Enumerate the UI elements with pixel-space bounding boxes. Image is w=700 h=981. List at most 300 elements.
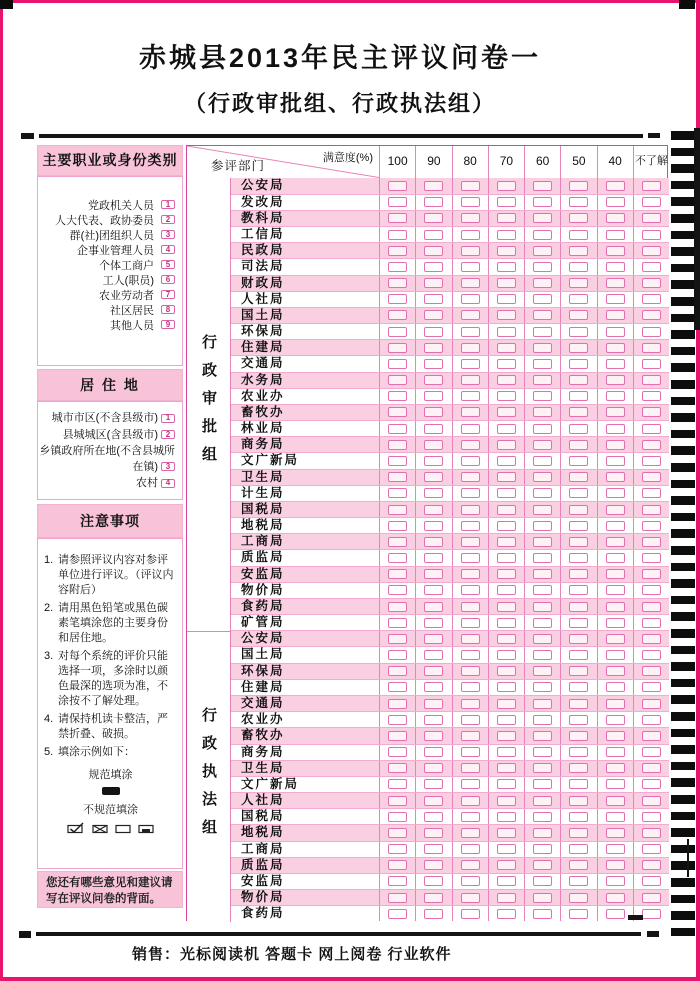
- answer-bubble[interactable]: [533, 634, 552, 644]
- answer-bubble[interactable]: [388, 407, 407, 417]
- answer-bubble[interactable]: [497, 391, 516, 401]
- answer-bubble[interactable]: [642, 472, 661, 482]
- answer-bubble[interactable]: [388, 634, 407, 644]
- answer-bubble[interactable]: [642, 699, 661, 709]
- option-bubble[interactable]: 2: [161, 430, 175, 439]
- answer-bubble[interactable]: [497, 343, 516, 353]
- answer-bubble[interactable]: [569, 666, 588, 676]
- answer-bubble[interactable]: [569, 699, 588, 709]
- answer-bubble[interactable]: [461, 197, 480, 207]
- answer-bubble[interactable]: [388, 391, 407, 401]
- answer-bubble[interactable]: [461, 327, 480, 337]
- answer-bubble[interactable]: [642, 715, 661, 725]
- answer-bubble[interactable]: [497, 197, 516, 207]
- answer-bubble[interactable]: [606, 763, 625, 773]
- answer-bubble[interactable]: [424, 618, 443, 628]
- answer-bubble[interactable]: [606, 909, 625, 919]
- answer-bubble[interactable]: [606, 521, 625, 531]
- answer-bubble[interactable]: [533, 618, 552, 628]
- answer-bubble[interactable]: [642, 650, 661, 660]
- answer-bubble[interactable]: [533, 327, 552, 337]
- answer-bubble[interactable]: [606, 181, 625, 191]
- answer-bubble[interactable]: [388, 472, 407, 482]
- answer-bubble[interactable]: [461, 731, 480, 741]
- option-bubble[interactable]: 7: [161, 290, 175, 299]
- answer-bubble[interactable]: [497, 246, 516, 256]
- answer-bubble[interactable]: [388, 278, 407, 288]
- answer-bubble[interactable]: [642, 747, 661, 757]
- answer-bubble[interactable]: [533, 699, 552, 709]
- answer-bubble[interactable]: [569, 472, 588, 482]
- answer-bubble[interactable]: [606, 505, 625, 515]
- answer-bubble[interactable]: [642, 893, 661, 903]
- answer-bubble[interactable]: [497, 812, 516, 822]
- answer-bubble[interactable]: [461, 634, 480, 644]
- answer-bubble[interactable]: [388, 602, 407, 612]
- answer-bubble[interactable]: [388, 375, 407, 385]
- answer-bubble[interactable]: [424, 278, 443, 288]
- answer-bubble[interactable]: [569, 537, 588, 547]
- answer-bubble[interactable]: [533, 278, 552, 288]
- answer-bubble[interactable]: [388, 618, 407, 628]
- answer-bubble[interactable]: [424, 488, 443, 498]
- answer-bubble[interactable]: [642, 569, 661, 579]
- answer-bubble[interactable]: [569, 779, 588, 789]
- answer-bubble[interactable]: [569, 876, 588, 886]
- answer-bubble[interactable]: [388, 844, 407, 854]
- answer-bubble[interactable]: [461, 472, 480, 482]
- answer-bubble[interactable]: [388, 876, 407, 886]
- answer-bubble[interactable]: [388, 699, 407, 709]
- answer-bubble[interactable]: [424, 682, 443, 692]
- answer-bubble[interactable]: [569, 262, 588, 272]
- answer-bubble[interactable]: [569, 391, 588, 401]
- answer-bubble[interactable]: [606, 876, 625, 886]
- answer-bubble[interactable]: [642, 505, 661, 515]
- answer-bubble[interactable]: [569, 569, 588, 579]
- answer-bubble[interactable]: [606, 391, 625, 401]
- answer-bubble[interactable]: [533, 909, 552, 919]
- answer-bubble[interactable]: [424, 844, 443, 854]
- answer-bubble[interactable]: [569, 812, 588, 822]
- answer-bubble[interactable]: [642, 602, 661, 612]
- answer-bubble[interactable]: [569, 860, 588, 870]
- answer-bubble[interactable]: [424, 893, 443, 903]
- answer-bubble[interactable]: [606, 569, 625, 579]
- answer-bubble[interactable]: [642, 521, 661, 531]
- answer-bubble[interactable]: [461, 812, 480, 822]
- answer-bubble[interactable]: [642, 488, 661, 498]
- answer-bubble[interactable]: [388, 262, 407, 272]
- answer-bubble[interactable]: [642, 553, 661, 563]
- answer-bubble[interactable]: [497, 763, 516, 773]
- answer-bubble[interactable]: [569, 844, 588, 854]
- answer-bubble[interactable]: [424, 828, 443, 838]
- answer-bubble[interactable]: [461, 618, 480, 628]
- answer-bubble[interactable]: [606, 456, 625, 466]
- answer-bubble[interactable]: [497, 731, 516, 741]
- answer-bubble[interactable]: [606, 246, 625, 256]
- answer-bubble[interactable]: [642, 213, 661, 223]
- answer-bubble[interactable]: [461, 909, 480, 919]
- answer-bubble[interactable]: [533, 294, 552, 304]
- answer-bubble[interactable]: [461, 682, 480, 692]
- answer-bubble[interactable]: [606, 359, 625, 369]
- answer-bubble[interactable]: [606, 828, 625, 838]
- answer-bubble[interactable]: [533, 456, 552, 466]
- answer-bubble[interactable]: [388, 294, 407, 304]
- answer-bubble[interactable]: [606, 715, 625, 725]
- answer-bubble[interactable]: [461, 699, 480, 709]
- answer-bubble[interactable]: [388, 521, 407, 531]
- answer-bubble[interactable]: [606, 440, 625, 450]
- answer-bubble[interactable]: [497, 505, 516, 515]
- answer-bubble[interactable]: [461, 650, 480, 660]
- answer-bubble[interactable]: [642, 278, 661, 288]
- answer-bubble[interactable]: [606, 779, 625, 789]
- answer-bubble[interactable]: [569, 893, 588, 903]
- answer-bubble[interactable]: [461, 262, 480, 272]
- answer-bubble[interactable]: [533, 181, 552, 191]
- answer-bubble[interactable]: [606, 860, 625, 870]
- answer-bubble[interactable]: [388, 213, 407, 223]
- option-bubble[interactable]: 2: [161, 215, 175, 224]
- answer-bubble[interactable]: [569, 488, 588, 498]
- answer-bubble[interactable]: [533, 796, 552, 806]
- answer-bubble[interactable]: [533, 553, 552, 563]
- answer-bubble[interactable]: [533, 472, 552, 482]
- answer-bubble[interactable]: [606, 618, 625, 628]
- option-bubble[interactable]: 1: [161, 200, 175, 209]
- answer-bubble[interactable]: [424, 310, 443, 320]
- option-bubble[interactable]: 8: [161, 305, 175, 314]
- answer-bubble[interactable]: [497, 230, 516, 240]
- option-bubble[interactable]: 3: [161, 462, 175, 471]
- answer-bubble[interactable]: [533, 844, 552, 854]
- answer-bubble[interactable]: [497, 634, 516, 644]
- answer-bubble[interactable]: [606, 682, 625, 692]
- answer-bubble[interactable]: [606, 375, 625, 385]
- answer-bubble[interactable]: [424, 650, 443, 660]
- answer-bubble[interactable]: [533, 763, 552, 773]
- option-bubble[interactable]: 4: [161, 479, 175, 488]
- answer-bubble[interactable]: [424, 505, 443, 515]
- answer-bubble[interactable]: [461, 343, 480, 353]
- answer-bubble[interactable]: [461, 521, 480, 531]
- answer-bubble[interactable]: [569, 731, 588, 741]
- answer-bubble[interactable]: [424, 424, 443, 434]
- answer-bubble[interactable]: [642, 860, 661, 870]
- answer-bubble[interactable]: [388, 343, 407, 353]
- answer-bubble[interactable]: [461, 440, 480, 450]
- answer-bubble[interactable]: [642, 909, 661, 919]
- answer-bubble[interactable]: [533, 488, 552, 498]
- answer-bubble[interactable]: [424, 294, 443, 304]
- answer-bubble[interactable]: [569, 407, 588, 417]
- answer-bubble[interactable]: [461, 828, 480, 838]
- answer-bubble[interactable]: [642, 407, 661, 417]
- answer-bubble[interactable]: [569, 505, 588, 515]
- answer-bubble[interactable]: [424, 456, 443, 466]
- answer-bubble[interactable]: [497, 440, 516, 450]
- answer-bubble[interactable]: [642, 585, 661, 595]
- answer-bubble[interactable]: [424, 521, 443, 531]
- answer-bubble[interactable]: [424, 731, 443, 741]
- answer-bubble[interactable]: [388, 197, 407, 207]
- answer-bubble[interactable]: [533, 537, 552, 547]
- answer-bubble[interactable]: [424, 327, 443, 337]
- answer-bubble[interactable]: [533, 779, 552, 789]
- answer-bubble[interactable]: [533, 262, 552, 272]
- answer-bubble[interactable]: [569, 715, 588, 725]
- answer-bubble[interactable]: [497, 359, 516, 369]
- answer-bubble[interactable]: [533, 682, 552, 692]
- answer-bubble[interactable]: [424, 763, 443, 773]
- answer-bubble[interactable]: [497, 699, 516, 709]
- answer-bubble[interactable]: [424, 472, 443, 482]
- answer-bubble[interactable]: [497, 213, 516, 223]
- answer-bubble[interactable]: [461, 553, 480, 563]
- answer-bubble[interactable]: [533, 585, 552, 595]
- answer-bubble[interactable]: [497, 909, 516, 919]
- answer-bubble[interactable]: [388, 715, 407, 725]
- answer-bubble[interactable]: [606, 650, 625, 660]
- answer-bubble[interactable]: [461, 602, 480, 612]
- answer-bubble[interactable]: [461, 181, 480, 191]
- answer-bubble[interactable]: [424, 876, 443, 886]
- option-bubble[interactable]: 3: [161, 230, 175, 239]
- answer-bubble[interactable]: [569, 424, 588, 434]
- option-bubble[interactable]: 4: [161, 245, 175, 254]
- answer-bubble[interactable]: [424, 359, 443, 369]
- answer-bubble[interactable]: [461, 230, 480, 240]
- answer-bubble[interactable]: [388, 828, 407, 838]
- answer-bubble[interactable]: [497, 666, 516, 676]
- answer-bubble[interactable]: [497, 796, 516, 806]
- answer-bubble[interactable]: [642, 537, 661, 547]
- answer-bubble[interactable]: [497, 585, 516, 595]
- answer-bubble[interactable]: [497, 294, 516, 304]
- answer-bubble[interactable]: [606, 602, 625, 612]
- answer-bubble[interactable]: [497, 860, 516, 870]
- answer-bubble[interactable]: [642, 246, 661, 256]
- answer-bubble[interactable]: [461, 359, 480, 369]
- answer-bubble[interactable]: [533, 230, 552, 240]
- answer-bubble[interactable]: [461, 585, 480, 595]
- answer-bubble[interactable]: [388, 181, 407, 191]
- answer-bubble[interactable]: [424, 909, 443, 919]
- answer-bubble[interactable]: [388, 537, 407, 547]
- answer-bubble[interactable]: [642, 828, 661, 838]
- answer-bubble[interactable]: [569, 230, 588, 240]
- answer-bubble[interactable]: [642, 343, 661, 353]
- answer-bubble[interactable]: [424, 197, 443, 207]
- answer-bubble[interactable]: [533, 440, 552, 450]
- answer-bubble[interactable]: [388, 456, 407, 466]
- answer-bubble[interactable]: [642, 844, 661, 854]
- answer-bubble[interactable]: [388, 440, 407, 450]
- answer-bubble[interactable]: [388, 424, 407, 434]
- answer-bubble[interactable]: [424, 230, 443, 240]
- answer-bubble[interactable]: [606, 699, 625, 709]
- answer-bubble[interactable]: [606, 230, 625, 240]
- answer-bubble[interactable]: [388, 779, 407, 789]
- answer-bubble[interactable]: [569, 375, 588, 385]
- answer-bubble[interactable]: [461, 391, 480, 401]
- answer-bubble[interactable]: [642, 876, 661, 886]
- answer-bubble[interactable]: [569, 181, 588, 191]
- answer-bubble[interactable]: [461, 876, 480, 886]
- answer-bubble[interactable]: [461, 569, 480, 579]
- answer-bubble[interactable]: [606, 343, 625, 353]
- option-bubble[interactable]: 9: [161, 320, 175, 329]
- answer-bubble[interactable]: [606, 747, 625, 757]
- answer-bubble[interactable]: [388, 909, 407, 919]
- answer-bubble[interactable]: [606, 585, 625, 595]
- answer-bubble[interactable]: [497, 327, 516, 337]
- answer-bubble[interactable]: [642, 375, 661, 385]
- answer-bubble[interactable]: [497, 537, 516, 547]
- answer-bubble[interactable]: [642, 197, 661, 207]
- answer-bubble[interactable]: [533, 391, 552, 401]
- answer-bubble[interactable]: [497, 488, 516, 498]
- answer-bubble[interactable]: [642, 294, 661, 304]
- answer-bubble[interactable]: [461, 796, 480, 806]
- answer-bubble[interactable]: [569, 440, 588, 450]
- answer-bubble[interactable]: [569, 343, 588, 353]
- answer-bubble[interactable]: [569, 456, 588, 466]
- answer-bubble[interactable]: [642, 456, 661, 466]
- answer-bubble[interactable]: [606, 844, 625, 854]
- answer-bubble[interactable]: [533, 876, 552, 886]
- answer-bubble[interactable]: [388, 488, 407, 498]
- answer-bubble[interactable]: [642, 731, 661, 741]
- answer-bubble[interactable]: [569, 246, 588, 256]
- answer-bubble[interactable]: [642, 440, 661, 450]
- answer-bubble[interactable]: [388, 763, 407, 773]
- answer-bubble[interactable]: [461, 246, 480, 256]
- answer-bubble[interactable]: [642, 262, 661, 272]
- answer-bubble[interactable]: [388, 230, 407, 240]
- answer-bubble[interactable]: [569, 634, 588, 644]
- answer-bubble[interactable]: [461, 844, 480, 854]
- answer-bubble[interactable]: [424, 779, 443, 789]
- option-bubble[interactable]: 1: [161, 414, 175, 423]
- answer-bubble[interactable]: [424, 747, 443, 757]
- answer-bubble[interactable]: [642, 763, 661, 773]
- answer-bubble[interactable]: [569, 796, 588, 806]
- answer-bubble[interactable]: [533, 650, 552, 660]
- answer-bubble[interactable]: [497, 893, 516, 903]
- answer-bubble[interactable]: [642, 230, 661, 240]
- answer-bubble[interactable]: [424, 181, 443, 191]
- answer-bubble[interactable]: [533, 424, 552, 434]
- answer-bubble[interactable]: [497, 424, 516, 434]
- answer-bubble[interactable]: [533, 715, 552, 725]
- answer-bubble[interactable]: [497, 650, 516, 660]
- answer-bubble[interactable]: [533, 359, 552, 369]
- answer-bubble[interactable]: [497, 828, 516, 838]
- answer-bubble[interactable]: [569, 682, 588, 692]
- answer-bubble[interactable]: [461, 893, 480, 903]
- answer-bubble[interactable]: [606, 472, 625, 482]
- answer-bubble[interactable]: [497, 181, 516, 191]
- answer-bubble[interactable]: [388, 585, 407, 595]
- answer-bubble[interactable]: [424, 634, 443, 644]
- answer-bubble[interactable]: [461, 213, 480, 223]
- answer-bubble[interactable]: [497, 521, 516, 531]
- answer-bubble[interactable]: [533, 343, 552, 353]
- answer-bubble[interactable]: [569, 310, 588, 320]
- answer-bubble[interactable]: [642, 618, 661, 628]
- answer-bubble[interactable]: [569, 585, 588, 595]
- answer-bubble[interactable]: [388, 327, 407, 337]
- answer-bubble[interactable]: [497, 278, 516, 288]
- answer-bubble[interactable]: [642, 796, 661, 806]
- answer-bubble[interactable]: [497, 779, 516, 789]
- answer-bubble[interactable]: [424, 537, 443, 547]
- answer-bubble[interactable]: [461, 456, 480, 466]
- answer-bubble[interactable]: [497, 876, 516, 886]
- answer-bubble[interactable]: [533, 893, 552, 903]
- answer-bubble[interactable]: [424, 213, 443, 223]
- answer-bubble[interactable]: [461, 860, 480, 870]
- answer-bubble[interactable]: [424, 262, 443, 272]
- answer-bubble[interactable]: [606, 893, 625, 903]
- answer-bubble[interactable]: [388, 505, 407, 515]
- answer-bubble[interactable]: [533, 375, 552, 385]
- answer-bubble[interactable]: [388, 666, 407, 676]
- answer-bubble[interactable]: [569, 553, 588, 563]
- answer-bubble[interactable]: [497, 715, 516, 725]
- answer-bubble[interactable]: [533, 521, 552, 531]
- answer-bubble[interactable]: [569, 602, 588, 612]
- answer-bubble[interactable]: [642, 310, 661, 320]
- answer-bubble[interactable]: [533, 731, 552, 741]
- answer-bubble[interactable]: [497, 618, 516, 628]
- answer-bubble[interactable]: [424, 553, 443, 563]
- answer-bubble[interactable]: [497, 602, 516, 612]
- answer-bubble[interactable]: [606, 731, 625, 741]
- answer-bubble[interactable]: [424, 699, 443, 709]
- answer-bubble[interactable]: [497, 569, 516, 579]
- option-bubble[interactable]: 6: [161, 275, 175, 284]
- answer-bubble[interactable]: [497, 310, 516, 320]
- answer-bubble[interactable]: [569, 650, 588, 660]
- answer-bubble[interactable]: [533, 213, 552, 223]
- answer-bubble[interactable]: [569, 618, 588, 628]
- answer-bubble[interactable]: [388, 731, 407, 741]
- answer-bubble[interactable]: [424, 860, 443, 870]
- answer-bubble[interactable]: [461, 779, 480, 789]
- answer-bubble[interactable]: [642, 181, 661, 191]
- answer-bubble[interactable]: [424, 666, 443, 676]
- answer-bubble[interactable]: [606, 327, 625, 337]
- answer-bubble[interactable]: [388, 569, 407, 579]
- answer-bubble[interactable]: [388, 893, 407, 903]
- answer-bubble[interactable]: [533, 505, 552, 515]
- answer-bubble[interactable]: [533, 747, 552, 757]
- answer-bubble[interactable]: [424, 715, 443, 725]
- answer-bubble[interactable]: [461, 715, 480, 725]
- answer-bubble[interactable]: [461, 310, 480, 320]
- answer-bubble[interactable]: [533, 197, 552, 207]
- answer-bubble[interactable]: [497, 553, 516, 563]
- answer-bubble[interactable]: [424, 440, 443, 450]
- answer-bubble[interactable]: [388, 682, 407, 692]
- answer-bubble[interactable]: [461, 537, 480, 547]
- answer-bubble[interactable]: [642, 391, 661, 401]
